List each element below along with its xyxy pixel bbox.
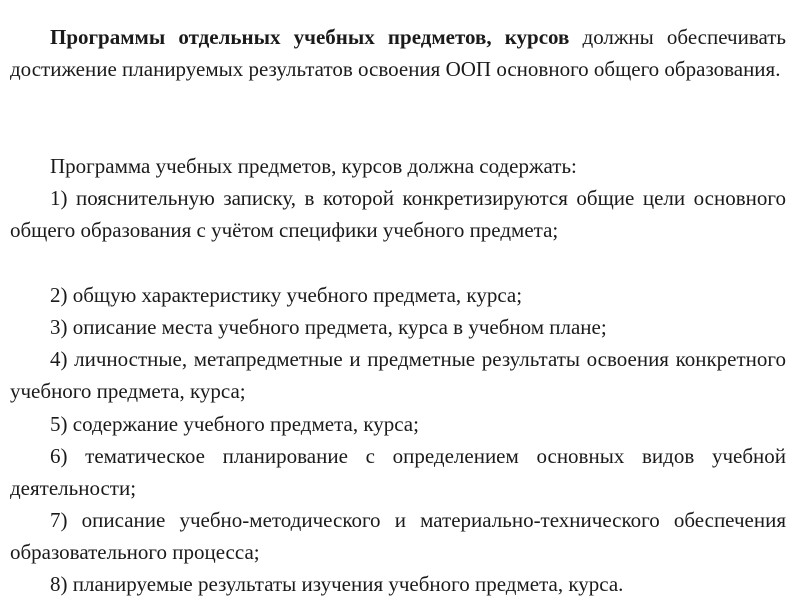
list-item-2: 2) общую характеристику учебного предмета, курса; bbox=[50, 283, 523, 307]
intro-bold-text: Программы отдельных учебных предметов, курсов bbox=[50, 25, 570, 49]
list-item-5: 5) содержание учебного предмета, курса; bbox=[50, 412, 419, 436]
list-item-1: 1) пояснительную записку, в которой конкретизируются общие цели основного общего образования с учётом специфики учебного предмета; bbox=[10, 186, 786, 243]
list-item-8: 8) планируемые результаты изучения учебного предмета, курса. bbox=[50, 572, 624, 596]
list-item-3: 3) описание места учебного предмета, курса в учебном плане; bbox=[50, 315, 607, 339]
intro-rest-text: должны обеспечивать достижение планируемых результатов освоения ООП основного общего образования. bbox=[10, 25, 786, 82]
list-item-6: 6) тематическое планирование с определением основных видов учебной деятельности; bbox=[10, 444, 786, 501]
list-item-7: 7) описание учебно-методического и материально-технического обеспечения образовательного процесса; bbox=[10, 508, 786, 565]
list-item-4: 4) личностные, метапредметные и предметные результаты освоения конкретного учебного предмета, курса; bbox=[10, 347, 786, 404]
intro-paragraph bbox=[10, 21, 786, 86]
program-heading: Программа учебных предметов, курсов должна содержать: bbox=[50, 154, 577, 178]
